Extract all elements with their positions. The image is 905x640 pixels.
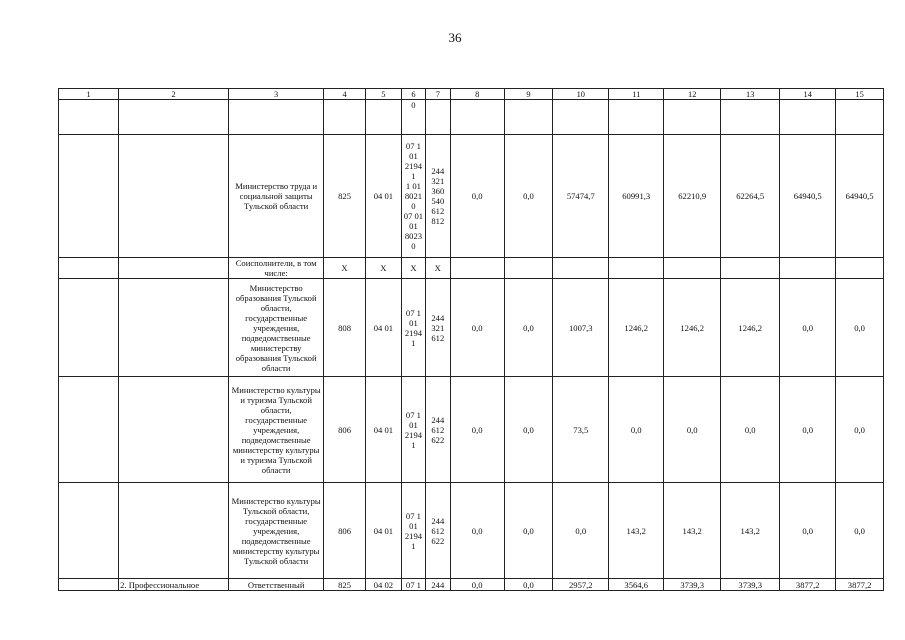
cell-col-4: 825 [324,579,365,591]
code-line: 622 [431,434,445,445]
cell-col-14 [780,258,836,279]
cell-col-8: 0,0 [450,135,504,258]
cell-col-10 [553,100,609,135]
cell-col-4: 806 [324,483,365,579]
cell-col-13: 3739,3 [721,579,780,591]
table-row [59,100,884,135]
cell-col-13: 0,0 [721,377,780,483]
column-number-7: 7 [425,89,450,100]
code-line: 1 [411,337,416,348]
cell-col-6 [402,279,426,377]
cell-col-6 [402,135,426,258]
cell-col-7 [425,258,450,279]
code-line: 01 [409,317,418,328]
cell-col-7 [425,579,450,591]
column-number-3: 3 [228,89,323,100]
cell-col-15: 0,0 [836,483,884,579]
cell-col-1 [59,483,119,579]
code-line: 01 [409,151,418,161]
column-number-11: 11 [609,89,664,100]
cell-col-3: Министерство труда и социальной защиты Тульской области [228,135,323,258]
cell-col-11: 0,0 [609,377,664,483]
code-line: 2194 [404,429,423,440]
cell-col-11 [609,100,664,135]
cell-col-11 [609,258,664,279]
cell-col-15: 0,0 [836,377,884,483]
column-number-1: 1 [59,89,119,100]
cell-col-3: Министерство культуры и туризма Тульской области, государственные учреждения, подведомственные министерству культуры и туризма Тульской области [228,377,323,483]
cell-col-9 [504,258,553,279]
cell-col-12 [664,100,721,135]
cell-col-12: 62210,9 [664,135,721,258]
code-line: 244 [431,414,445,425]
cell-col-6 [402,100,426,135]
code-line: 07 1 [405,579,421,590]
cell-col-11: 1246,2 [609,279,664,377]
cell-col-1 [59,135,119,258]
column-number-6: 6 [402,89,426,100]
code-line: 244 [431,166,445,176]
cell-col-11: 143,2 [609,483,664,579]
cell-col-3: Министерство образования Тульской области, государственные учреждения, подведомственные министерству образования Тульской области [228,279,323,377]
code-line: 8023 [404,231,423,241]
cell-col-9 [504,100,553,135]
cell-col-3: Министерство культуры Тульской области, государственные учреждения, подведомственные министерству культуры Тульской области [228,483,323,579]
cell-col-8: 0,0 [450,279,504,377]
code-line: 812 [431,216,445,226]
cell-col-9: 0,0 [504,579,553,591]
cell-col-6 [402,377,426,483]
table-row [59,279,884,377]
cell-col-1 [59,377,119,483]
cell-col-3 [228,100,323,135]
code-line: 07 1 [405,141,421,151]
code-line: 01 [409,221,418,231]
code-line: 1 01 [405,181,421,191]
cell-col-12 [664,258,721,279]
code-line: 2194 [404,530,423,541]
code-line: 1 [411,171,416,181]
column-number-5: 5 [365,89,401,100]
cell-col-13 [721,258,780,279]
code-line: 01 [409,419,418,430]
cell-col-5: X [365,258,401,279]
cell-col-4: 808 [324,279,365,377]
cell-col-6 [402,579,426,591]
code-line: 612 [431,525,445,536]
cell-col-4: 825 [324,135,365,258]
cell-col-4: X [324,258,365,279]
column-number-9: 9 [504,89,553,100]
code-line: 2194 [404,327,423,338]
code-line: 0 [411,201,416,211]
column-number-12: 12 [664,89,721,100]
code-line: 1 [411,439,416,450]
code-line: 244 [431,515,445,526]
code-line: 01 [409,520,418,531]
cell-col-9: 0,0 [504,279,553,377]
cell-col-1 [59,279,119,377]
cell-col-8 [450,100,504,135]
cell-col-9: 0,0 [504,377,553,483]
cell-col-13: 62264,5 [721,135,780,258]
cell-col-2 [119,279,229,377]
code-line: X [434,263,441,273]
cell-col-10: 1007,3 [553,279,609,377]
cell-col-1 [59,258,119,279]
cell-col-10: 0,0 [553,483,609,579]
column-number-4: 4 [324,89,365,100]
cell-col-1 [59,100,119,135]
cell-col-2 [119,135,229,258]
code-line: 07 1 [405,409,421,420]
code-line: X [410,263,417,273]
cell-col-2 [119,258,229,279]
code-line: 07 01 [403,211,424,221]
cell-col-14: 64940,5 [780,135,836,258]
cell-col-15: 0,0 [836,279,884,377]
code-line: 1 [411,540,416,551]
cell-col-8: 0,0 [450,483,504,579]
cell-col-2: 2. Профессиональное [119,579,229,591]
cell-col-15: 3877,2 [836,579,884,591]
code-line: 07 1 [405,307,421,318]
column-number-10: 10 [553,89,609,100]
cell-col-3: Соисполнители, в том числе: [228,258,323,279]
code-line: 612 [431,424,445,435]
cell-col-2 [119,100,229,135]
cell-col-14 [780,100,836,135]
cell-col-3: Ответственный [228,579,323,591]
code-line: 244 [431,312,445,323]
budget-table [58,88,884,591]
code-line: 07 1 [405,510,421,521]
cell-col-11: 3564,6 [609,579,664,591]
cell-col-14: 0,0 [780,483,836,579]
cell-col-12: 3739,3 [664,579,721,591]
cell-col-13 [721,100,780,135]
cell-col-11: 60991,3 [609,135,664,258]
code-line: 0 [411,241,416,251]
cell-col-1 [59,579,119,591]
cell-col-5 [365,100,401,135]
cell-col-15 [836,258,884,279]
cell-col-8 [450,258,504,279]
code-line: 612 [431,206,445,216]
cell-col-10: 2957,2 [553,579,609,591]
cell-col-7 [425,279,450,377]
cell-col-5: 04 01 [365,483,401,579]
cell-col-10: 57474,7 [553,135,609,258]
code-line: 540 [431,196,445,206]
cell-col-6 [402,483,426,579]
cell-col-4: 806 [324,377,365,483]
cell-col-4 [324,100,365,135]
code-line: 0 [411,100,416,110]
cell-col-5: 04 02 [365,579,401,591]
column-number-row [59,89,884,100]
cell-col-2 [119,377,229,483]
table-row [59,579,884,591]
cell-col-7 [425,377,450,483]
code-line: 244 [431,579,445,590]
cell-col-12: 0,0 [664,377,721,483]
cell-col-10 [553,258,609,279]
cell-col-14: 3877,2 [780,579,836,591]
cell-col-5: 04 01 [365,279,401,377]
page-number: 36 [448,30,462,45]
cell-col-12: 143,2 [664,483,721,579]
code-line: 612 [431,332,445,343]
table-row [59,483,884,579]
cell-col-14: 0,0 [780,377,836,483]
cell-col-5: 04 01 [365,377,401,483]
cell-col-8: 0,0 [450,377,504,483]
code-line: 8021 [404,191,423,201]
cell-col-5: 04 01 [365,135,401,258]
cell-col-15: 64940,5 [836,135,884,258]
column-number-13: 13 [721,89,780,100]
code-line: 2194 [404,161,423,171]
cell-col-2 [119,483,229,579]
cell-col-13: 143,2 [721,483,780,579]
column-number-14: 14 [780,89,836,100]
column-number-2: 2 [119,89,229,100]
column-number-8: 8 [450,89,504,100]
table-row [59,135,884,258]
cell-col-7 [425,135,450,258]
table-row [59,258,884,279]
cell-col-10: 73,5 [553,377,609,483]
code-line: 622 [431,535,445,546]
code-line: 321 [431,176,445,186]
cell-col-9: 0,0 [504,483,553,579]
code-line: 360 [431,186,445,196]
cell-col-7 [425,483,450,579]
cell-col-13: 1246,2 [721,279,780,377]
cell-col-6 [402,258,426,279]
cell-col-12: 1246,2 [664,279,721,377]
cell-col-14: 0,0 [780,279,836,377]
cell-col-9: 0,0 [504,135,553,258]
code-line: 321 [431,322,445,333]
cell-col-15 [836,100,884,135]
cell-col-7 [425,100,450,135]
cell-col-8: 0,0 [450,579,504,591]
column-number-15: 15 [836,89,884,100]
table-row [59,377,884,483]
